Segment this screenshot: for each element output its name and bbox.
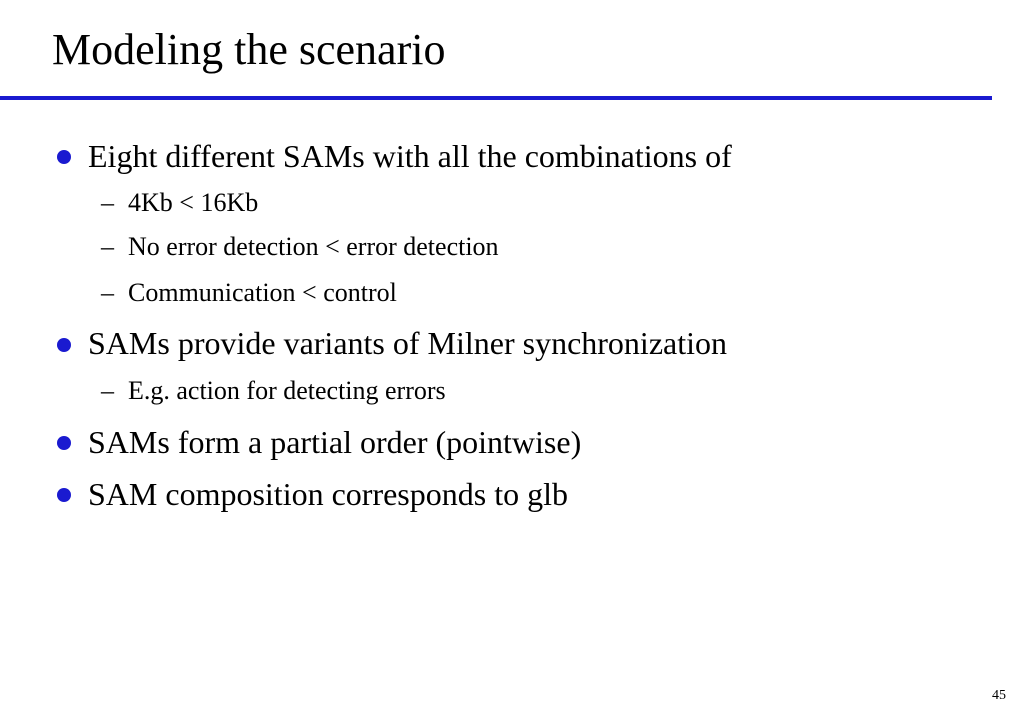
page-number: 45 <box>992 688 1006 703</box>
sub-bullet-text: No error detection < error detection <box>128 232 499 261</box>
bullet-text: SAMs form a partial order (pointwise) <box>88 424 582 460</box>
dash-icon: – <box>101 232 114 261</box>
bullet-text: Eight different SAMs with all the combinations of <box>88 138 732 174</box>
dash-icon: – <box>101 188 114 217</box>
sub-bullet-text: E.g. action for detecting errors <box>128 376 446 405</box>
bullet-text: SAM composition corresponds to glb <box>88 476 568 512</box>
bullet-dot-icon <box>57 338 71 352</box>
sub-bullet-text: 4Kb < 16Kb <box>128 188 259 217</box>
sub-bullet-text: Communication < control <box>128 278 397 307</box>
bullet-text: SAMs provide variants of Milner synchronization <box>88 325 727 361</box>
bullet-dot-icon <box>57 488 71 502</box>
dash-icon: – <box>101 376 114 405</box>
bullet-dot-icon <box>57 436 71 450</box>
bullet-dot-icon <box>57 150 71 164</box>
title-divider <box>0 96 992 100</box>
slide-title: Modeling the scenario <box>52 25 446 74</box>
dash-icon: – <box>101 278 114 307</box>
